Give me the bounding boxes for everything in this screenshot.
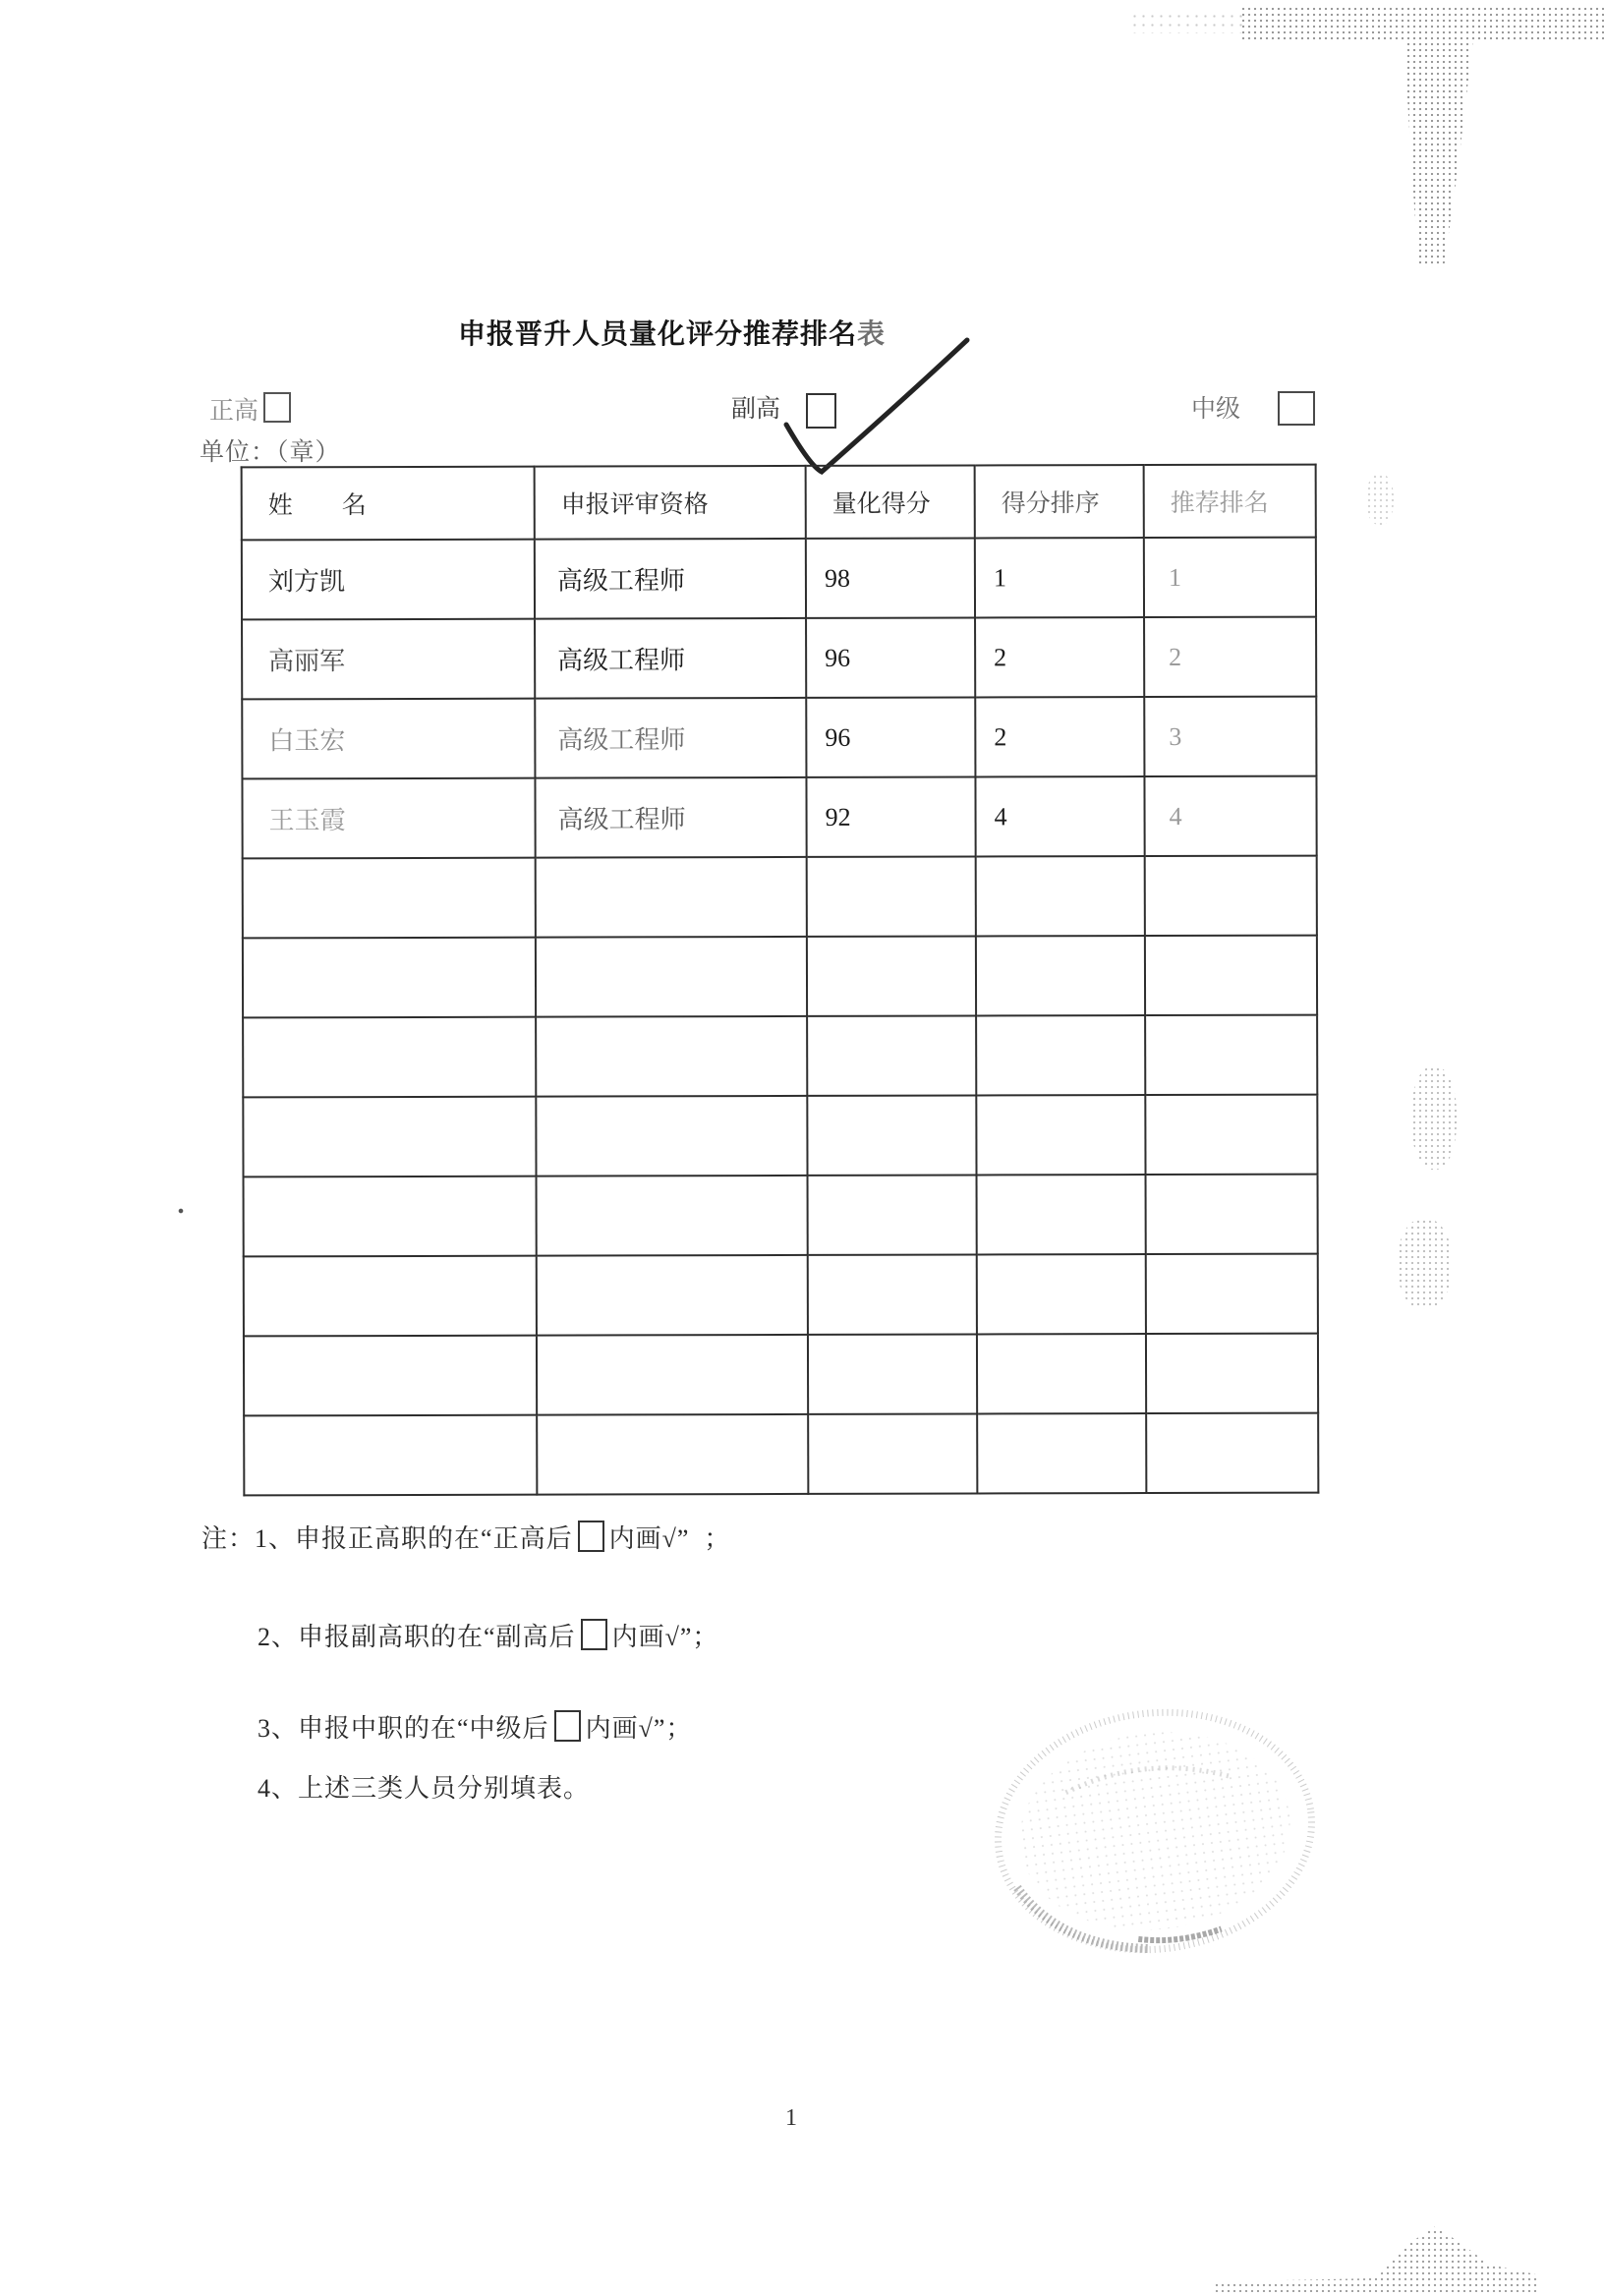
table-row xyxy=(242,697,1316,779)
cell-score-rank xyxy=(976,856,1145,936)
table-row xyxy=(242,617,1316,700)
cell-score-rank: 2 xyxy=(975,617,1144,697)
cell-recommend-rank: 1 xyxy=(1144,538,1316,617)
cell-name xyxy=(244,1256,537,1337)
scan-noise-left-mark xyxy=(175,1205,187,1217)
table-row-empty xyxy=(243,936,1317,1018)
cell-qualification: 高级工程师 xyxy=(535,618,806,699)
cell-qualification xyxy=(536,1016,807,1097)
cell-score xyxy=(807,936,976,1015)
header-score-rank: 得分排序 xyxy=(975,465,1144,538)
note-number: 4、 xyxy=(258,1774,299,1803)
header-recommend-rank: 推荐排名 xyxy=(1144,465,1316,538)
cell-recommend-rank: 3 xyxy=(1144,697,1316,776)
cell-qualification xyxy=(536,1096,807,1177)
note-text: 上述三类人员分别填表。 xyxy=(298,1774,591,1803)
cell-recommend-rank xyxy=(1146,1254,1318,1334)
note-text: 内画√”； xyxy=(585,1714,693,1743)
cell-name xyxy=(244,1177,537,1257)
cell-name xyxy=(243,1097,536,1177)
cell-recommend-rank xyxy=(1145,936,1317,1015)
cell-name xyxy=(243,938,536,1018)
cell-recommend-rank: 2 xyxy=(1144,617,1316,697)
note-line-2 xyxy=(258,1617,718,1653)
label-zhenggao: 正高 xyxy=(209,398,259,425)
cell-name: 高丽军 xyxy=(242,619,535,700)
fugao-checkbox xyxy=(806,393,836,429)
cell-score xyxy=(807,1015,976,1095)
cell-name xyxy=(244,1415,537,1496)
note-line-1 xyxy=(201,1519,730,1555)
scan-noise-right-margin xyxy=(1411,1066,1457,1170)
table-row-empty xyxy=(243,1015,1317,1098)
cell-recommend-rank: 4 xyxy=(1144,776,1316,856)
cell-qualification xyxy=(537,1414,808,1495)
table-row-empty xyxy=(243,1095,1317,1177)
note-text: 内画√”； xyxy=(611,1623,719,1651)
note-number: 3、 xyxy=(258,1714,299,1743)
note-text: 内画√” ； xyxy=(608,1524,731,1553)
note-text: 申报副高职的在“副高后 xyxy=(298,1623,576,1651)
cell-name: 王玉霞 xyxy=(242,778,535,859)
cell-name: 白玉宏 xyxy=(242,699,535,779)
cell-score xyxy=(807,1095,976,1175)
cell-qualification xyxy=(536,857,807,938)
page-title-suffix: 表 xyxy=(857,317,887,350)
cell-score-rank: 2 xyxy=(975,697,1144,776)
cell-score: 96 xyxy=(806,697,975,776)
scan-noise-right-margin xyxy=(1398,1219,1452,1309)
cell-qualification xyxy=(537,1176,808,1256)
cell-qualification xyxy=(536,937,807,1017)
cell-name: 刘方凯 xyxy=(242,540,535,620)
cell-score-rank: 4 xyxy=(975,776,1144,856)
cell-name xyxy=(243,858,536,939)
cell-score-rank xyxy=(977,1413,1146,1493)
table-row-empty xyxy=(244,1334,1318,1416)
cell-name xyxy=(243,1017,536,1098)
header-name: 姓 名 xyxy=(242,467,535,541)
label-zhongji: 中级 xyxy=(1191,396,1241,423)
note-prefix: 注： xyxy=(201,1524,256,1553)
cell-score xyxy=(808,1254,977,1334)
cell-score: 98 xyxy=(806,538,975,617)
zhenggao-checkbox xyxy=(263,392,291,423)
scan-noise-right-margin xyxy=(1366,474,1394,525)
checkbox-glyph xyxy=(581,1619,607,1650)
scan-noise-bottom-right xyxy=(1214,2223,1538,2292)
checkbox-glyph xyxy=(578,1521,604,1552)
header-qualification: 申报评审资格 xyxy=(535,466,806,540)
table-row-empty xyxy=(244,1175,1318,1257)
cell-name xyxy=(244,1336,537,1416)
cell-recommend-rank xyxy=(1145,1015,1317,1095)
cell-score: 92 xyxy=(806,776,975,856)
ranking-table xyxy=(241,464,1320,1497)
cell-recommend-rank xyxy=(1145,1095,1317,1175)
cell-score-rank xyxy=(976,1095,1145,1175)
cell-score xyxy=(808,1413,977,1493)
cell-score-rank xyxy=(977,1334,1146,1413)
cell-recommend-rank xyxy=(1146,1413,1318,1493)
table-row-empty xyxy=(244,1254,1318,1337)
cell-qualification: 高级工程师 xyxy=(535,698,806,778)
cell-qualification: 高级工程师 xyxy=(535,777,806,858)
note-text: 申报中职的在“中级后 xyxy=(298,1714,549,1743)
note-text: 申报正高职的在“正高后 xyxy=(295,1524,573,1553)
cell-qualification xyxy=(537,1335,808,1415)
cell-score xyxy=(808,1175,977,1254)
table-body xyxy=(242,538,1319,1496)
cell-score-rank xyxy=(977,1254,1146,1334)
cell-recommend-rank xyxy=(1145,856,1317,936)
page-title xyxy=(458,313,886,352)
page-title-main: 申报晋升人员量化评分推荐排名 xyxy=(458,317,858,350)
cell-recommend-rank xyxy=(1146,1334,1318,1413)
cell-score xyxy=(807,856,976,936)
cell-score-rank xyxy=(976,1015,1145,1095)
header-score: 量化得分 xyxy=(806,465,975,538)
table-row-empty xyxy=(244,1413,1318,1496)
note-line-3 xyxy=(258,1708,692,1745)
page-number: 1 xyxy=(785,2105,797,2131)
table-header-row xyxy=(242,465,1316,541)
note-number: 2、 xyxy=(258,1623,299,1651)
unit-seal-label: 单位：（章） xyxy=(200,439,341,466)
cell-score-rank xyxy=(977,1175,1146,1254)
note-number: 1、 xyxy=(255,1524,296,1553)
cell-score xyxy=(808,1334,977,1413)
cell-qualification xyxy=(537,1255,808,1336)
checkbox-glyph xyxy=(554,1710,581,1742)
cell-recommend-rank xyxy=(1146,1175,1318,1254)
scan-noise-top-band xyxy=(1130,12,1246,33)
cell-score: 96 xyxy=(806,617,975,697)
zhongji-checkbox xyxy=(1278,391,1315,426)
table-row xyxy=(242,538,1316,620)
note-line-4 xyxy=(258,1768,590,1805)
cell-qualification: 高级工程师 xyxy=(535,539,806,619)
table-row xyxy=(242,776,1316,859)
official-seal-stamp xyxy=(978,1689,1332,1974)
label-fugao: 副高 xyxy=(731,396,781,423)
table-row-empty xyxy=(243,856,1317,939)
cell-score-rank xyxy=(976,936,1145,1015)
scan-noise-top-right xyxy=(1240,6,1604,267)
cell-score-rank: 1 xyxy=(975,538,1144,617)
